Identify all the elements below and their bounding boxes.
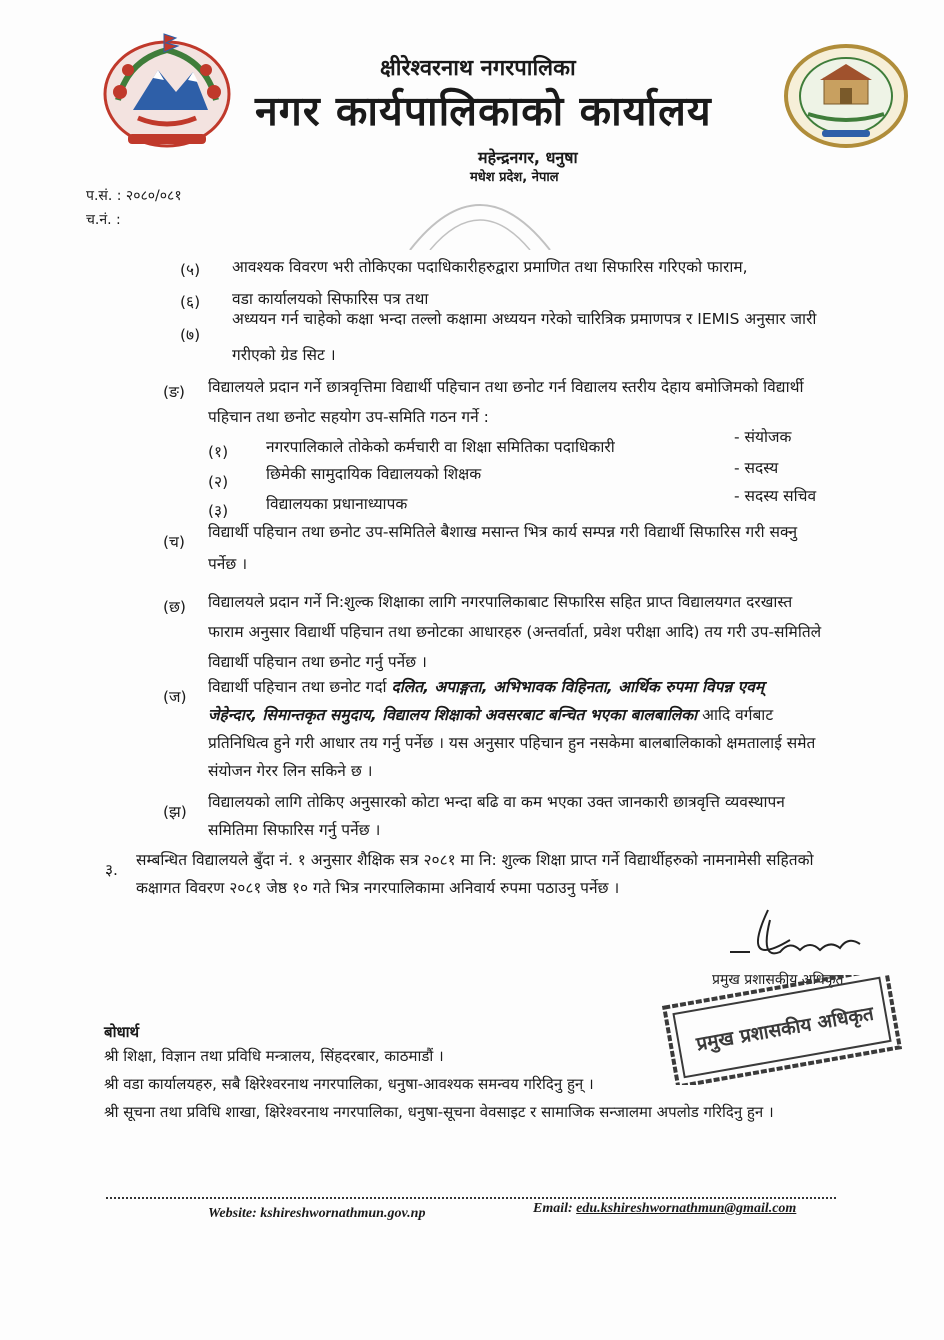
section-number: (च) [163,533,185,551]
member-name: छिमेकी सामुदायिक विद्यालयको शिक्षक [266,465,482,483]
signatory-title: प्रमुख प्रशासकीय अधिकृत [712,972,844,988]
section-text: पर्नेछ । [208,555,248,573]
footer-website [208,1206,425,1222]
address-line-1: महेन्द्रनगर, धनुषा [478,148,578,167]
emphasized-groups: दलित, अपाङ्गता, अभिभावक विहिनता, आर्थिक रुपमा विपन्न एवम् [391,678,765,696]
member-role: - सदस्य [734,459,779,477]
section-text: प्रतिनिधित्व हुने गरी आधार तय गर्नु पर्नेछ । यस अनुसार पहिचान हुन नसकेमा बालबालिकाको क्षमतालाई समेत [208,734,816,752]
item-text: आवश्यक विवरण भरी तोकिएका पदाधिकारीहरुद्वारा प्रमाणित तथा सिफारिस गरिएको फाराम, [232,258,748,276]
office-title: नगर कार्यपालिकाको कार्यालय [255,87,712,135]
rubber-stamp [660,975,910,1085]
section-text: समितिमा सिफारिस गर्नु पर्नेछ । [208,821,381,839]
member-number: (३) [208,502,229,520]
member-name: विद्यालयका प्रधानाध्यापक [266,495,408,513]
section-text: विद्यार्थी पहिचान तथा छनोट गर्दा [208,678,392,696]
member-name: नगरपालिकाले तोकेको कर्मचारी वा शिक्षा समितिका पदाधिकारी [266,438,615,456]
section-number: (छ) [163,598,186,616]
municipality-name: क्षीरेश्वरनाथ नगरपालिका [380,56,576,81]
section-text: विद्यालयले प्रदान गर्ने छात्रवृत्तिमा विद्यार्थी पहिचान तथा छनोट गर्न विद्यालय स्तरीय देहाय बमोजिमको विद्यार्थी [208,378,804,396]
website-label: Website: [208,1206,257,1221]
website-link[interactable]: kshireshwornathmun.gov.np [260,1206,426,1221]
emphasized-groups: जेहेन्दार, सिमान्तकृत समुदाय, विद्यालय शिक्षाको अवसरबाट बन्चित भएका बालबालिका [208,706,698,724]
section-text: विद्यार्थी पहिचान तथा छनोट उप-समितिले बैशाख मसान्त भित्र कार्य सम्पन्न गरी विद्यार्थी सिफारिस गरी सक्नु [208,523,798,541]
stamp-text: प्रमुख प्रशासकीय अधिकृत [694,1002,876,1056]
member-number: (२) [208,473,229,491]
point-number: ३. [105,861,118,879]
email-link[interactable]: edu.kshireshwornathmun@gmail.com [576,1201,797,1216]
section-text: फाराम अनुसार विद्यार्थी पहिचान तथा छनोटका आधारहरु (अन्तर्वार्ता, प्रवेश परीक्षा आदि) तय गरी उप-समितिले [208,623,822,641]
member-role: - संयोजक [734,428,792,446]
municipality-seal [782,42,910,150]
cc-recipient: श्री शिक्षा, विज्ञान तथा प्रविधि मन्त्रालय, सिंहदरबार, काठमाडौं । [104,1047,444,1065]
dispatch-number: च.नं. : [86,212,121,228]
item-number: (६) [180,293,201,311]
cc-heading: बोधार्थ [104,1023,140,1041]
item-text: अध्ययन गर्न चाहेको कक्षा भन्दा तल्लो कक्षामा अध्ययन गरेको चारित्रिक प्रमाणपत्र र IEMIS अनुसार जारी [232,310,817,328]
address-line-2: मधेश प्रदेश, नेपाल [470,170,559,185]
nepal-government-emblem [98,30,236,152]
section-number: (झ) [163,803,187,821]
section-text-line [208,675,764,699]
footer-divider [106,1197,836,1199]
section-text: विद्यालयले प्रदान गर्ने नि:शुल्क शिक्षाका लागि नगरपालिकाबाट सिफारिस सहित प्राप्त विद्यालयगत दरखास्त [208,593,793,611]
faint-office-stamp [405,180,555,250]
cc-recipient: श्री वडा कार्यालयहरु, सबै क्षिरेश्वरनाथ नगरपालिका, धनुषा-आवश्यक समन्वय गरिदिनु हुन् । [104,1075,594,1093]
member-role: - सदस्य सचिव [734,487,817,505]
section-text: पहिचान तथा छनोट सहयोग उप-समिति गठन गर्ने : [208,408,489,426]
section-text: विद्यार्थी पहिचान तथा छनोट गर्नु पर्नेछ । [208,653,427,671]
section-text-line [208,703,773,727]
point-text: कक्षागत विवरण २०८१ जेष्ठ १० गते भित्र नगरपालिकामा अनिवार्य रुपमा पठाउनु पर्नेछ । [136,879,620,897]
section-text: विद्यालयको लागि तोकिए अनुसारको कोटा भन्दा बढि वा कम भएका उक्त जानकारी छात्रवृत्ति व्यवस्थापन [208,793,785,811]
item-text: वडा कार्यालयको सिफारिस पत्र तथा [232,290,429,308]
item-number: (५) [180,261,201,279]
section-number: (ङ) [163,383,185,401]
item-number: (७) [180,326,201,344]
reference-number: प.सं. : २०८०/०८१ [86,188,182,204]
footer-email [533,1201,796,1217]
member-number: (१) [208,443,229,461]
item-text-continued: गरीएको ग्रेड सिट । [232,346,336,364]
section-number: (ज) [163,688,187,706]
email-label: Email: [533,1201,573,1216]
section-text: संयोजन गेरर लिन सकिने छ । [208,762,373,780]
cc-recipient: श्री सूचना तथा प्रविधि शाखा, क्षिरेश्वरनाथ नगरपालिका, धनुषा-सूचना वेवसाइट र सामाजिक सन्जालमा अपलोड गरिदिनु हुन । [104,1103,774,1121]
section-text: आदि वर्गबाट [697,706,774,724]
point-text: सम्बन्धित विद्यालयले बुँदा नं. १ अनुसार शैक्षिक सत्र २०८१ मा नि: शुल्क शिक्षा प्राप्त गर्ने विद्यार्थीहरुको नामनामेसी सहितको [136,851,814,869]
